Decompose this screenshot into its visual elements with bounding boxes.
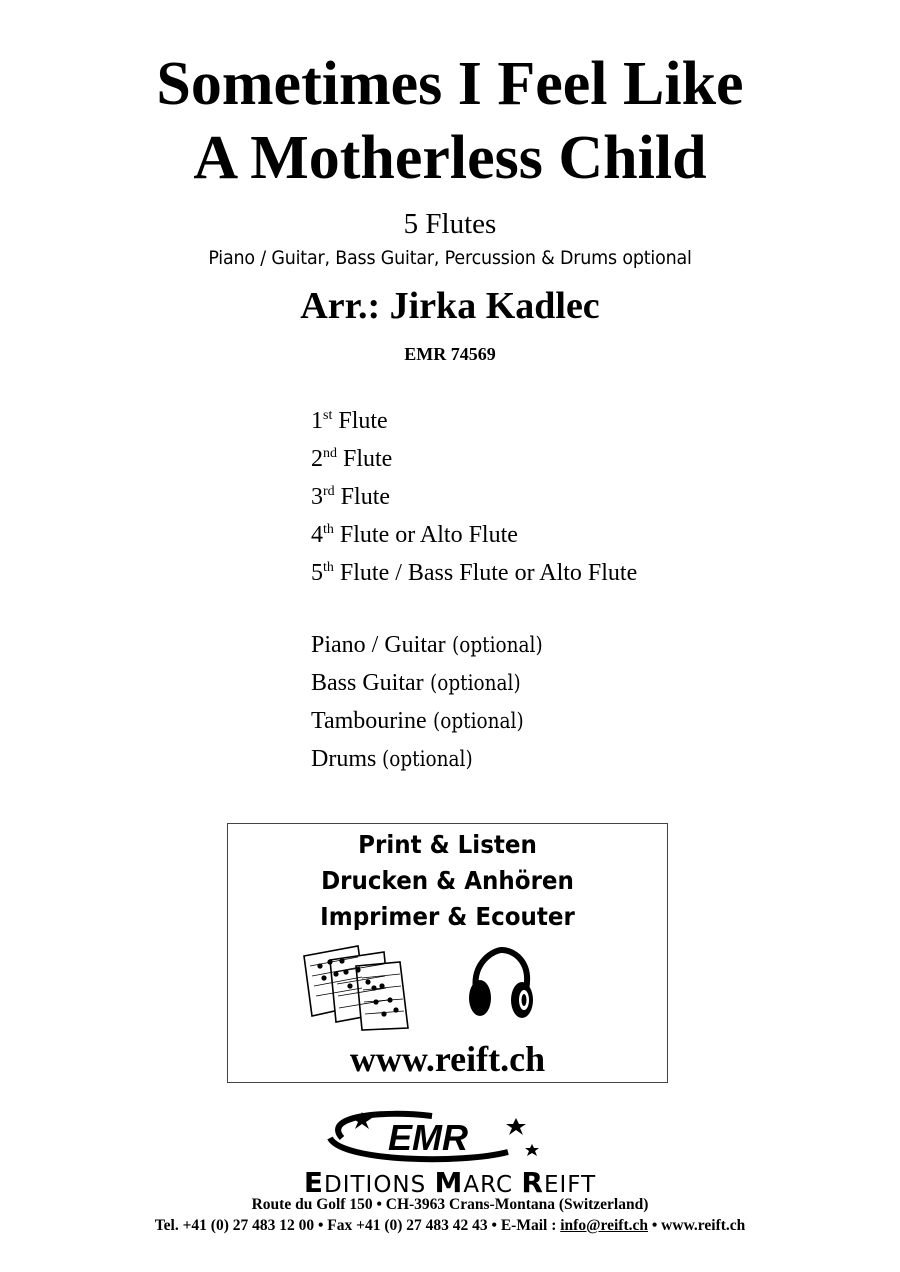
part-item: 4th Flute or Alto Flute <box>311 522 518 548</box>
arranger: Arr.: Jirka Kadlec <box>300 285 600 327</box>
emr-logo <box>312 1108 544 1168</box>
email-link[interactable]: info@reift.ch <box>560 1217 648 1234</box>
optional-part-item: Bass Guitar (optional) <box>311 670 521 696</box>
promo-line-imprimer-ecouter: Imprimer & Ecouter <box>320 902 575 931</box>
part-item: 2nd Flute <box>311 446 393 472</box>
optional-part-item: Piano / Guitar (optional) <box>311 632 543 658</box>
instrumentation: 5 Flutes <box>403 208 497 240</box>
part-item: 1st Flute <box>311 408 388 434</box>
optional-instruments: Piano / Guitar, Bass Guitar, Percussion & Drums optional <box>208 247 692 269</box>
title-line-2: A Motherless Child <box>193 124 707 192</box>
optional-parts-list <box>311 626 555 778</box>
parts-list <box>311 402 637 592</box>
logo-mark: EMR <box>388 1117 468 1158</box>
promo-line-print-listen: Print & Listen <box>358 830 537 859</box>
publisher-address: Route du Golf 150 • CH-3963 Crans-Montana (Switzerland) <box>251 1196 649 1213</box>
promo-website[interactable]: www.reift.ch <box>349 1039 546 1079</box>
part-item: 3rd Flute <box>311 484 391 510</box>
title-line-1: Sometimes I Feel Like <box>156 50 744 118</box>
part-item: 5th Flute / Bass Flute or Alto Flute <box>311 560 638 586</box>
catalog-number: EMR 74569 <box>404 344 496 364</box>
promo-line-drucken-anhoeren: Drucken & Anhören <box>321 866 574 895</box>
optional-part-item: Tambourine (optional) <box>311 708 524 734</box>
print-listen-box <box>227 823 668 1083</box>
optional-part-item: Drums (optional) <box>311 746 474 772</box>
headphones-icon <box>466 946 536 1024</box>
publisher-contact: Tel. +41 (0) 27 483 12 00 • Fax +41 (0) 27 483 42 43 • E-Mail : info@reift.ch • www.reift.ch <box>154 1217 746 1234</box>
publisher-name: EDITIONS MARC REIFT <box>303 1166 597 1199</box>
sheet-music-icon <box>300 942 412 1034</box>
